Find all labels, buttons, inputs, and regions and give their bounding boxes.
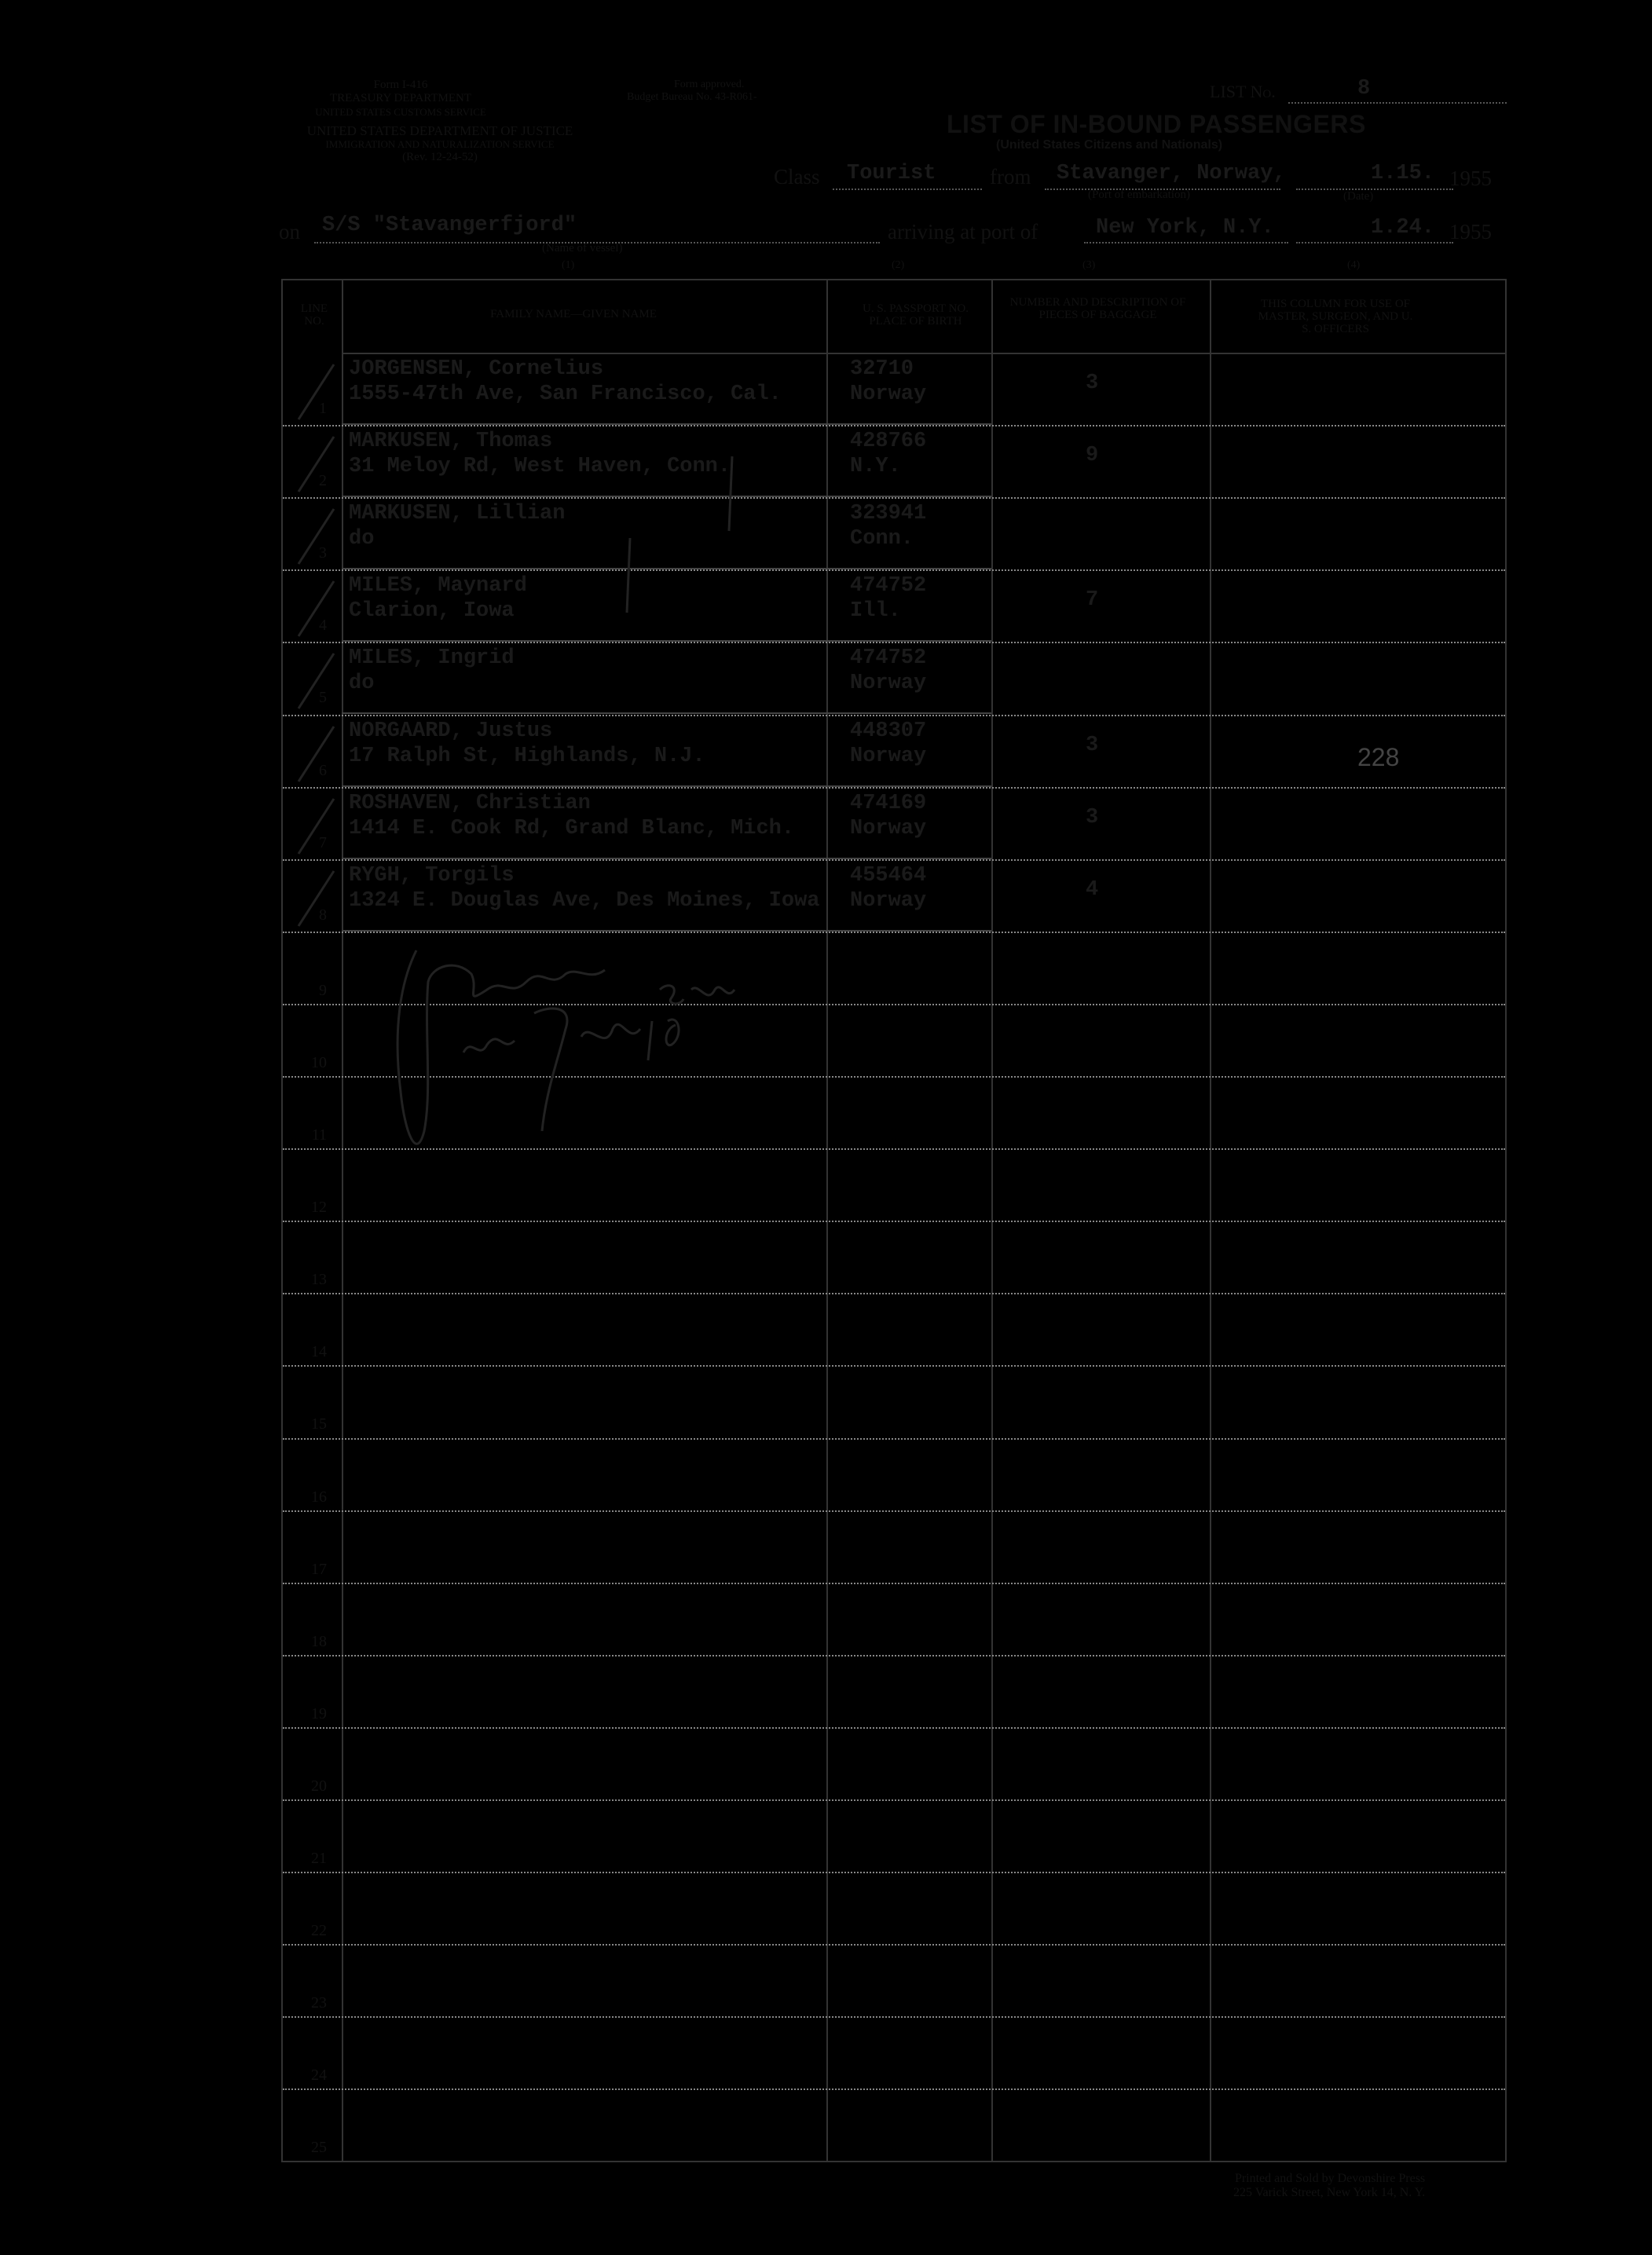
baggage-count: 3 [1086,372,1099,395]
justice-dept: UNITED STATES DEPARTMENT OF JUSTICE [306,123,573,138]
vessel-name: S/S "Stavangerfjord" [322,214,577,237]
line-number: 22 [311,1922,327,1940]
line-number: 18 [311,1632,327,1650]
place-of-birth: N.Y. [850,455,901,479]
list-title: LIST OF IN-BOUND PASSENGERS [947,110,1366,138]
baggage-count: 4 [1086,877,1099,902]
ins-service: IMMIGRATION AND NATURALIZATION SERVICE [325,138,555,150]
binder-hole [171,1620,215,1664]
list-no-line [1288,102,1507,104]
tally-mark [621,538,636,617]
depart-year: 1955 [1449,167,1492,190]
line-number: 7 [319,833,327,851]
class-label: Class [774,165,820,189]
table-row [283,2088,1505,2161]
table-row [283,497,1505,569]
line-number: 6 [319,761,327,779]
on-label: on [279,220,300,243]
passenger-name: RYGH, Torgils [349,863,515,888]
header-passport: U. S. PASSPORT NO. PLACE OF BIRTH [863,302,969,328]
col-4-number: (4) [1347,259,1361,271]
passenger-address: 1555-47th Ave, San Francisco, Cal. [349,383,782,406]
depart-date: 1.15. [1371,162,1435,185]
table-row [283,715,1505,787]
baggage-count: 3 [1086,805,1099,829]
form-id-block [271,79,530,119]
arrival-year: 1955 [1449,220,1492,243]
col-3-number: (3) [1082,259,1096,271]
arrival-port: New York, N.Y. [1096,216,1274,240]
arriving-label: arriving at port of [888,220,1038,243]
place-of-birth: Norway [850,744,927,768]
place-of-birth: Norway [850,888,927,913]
line-number: 20 [311,1777,327,1795]
passenger-address: Clarion, Iowa [349,599,515,624]
passenger-name: MILES, Ingrid [349,646,515,671]
line-number: 23 [311,1994,327,2012]
binder-hole [171,2011,215,2055]
binder-hole [171,245,215,289]
passenger-address: 1414 E. Cook Rd, Grand Blanc, Mich. [349,816,795,840]
table-row [283,859,1505,932]
check-mark [291,723,338,785]
class-line [833,189,982,190]
revision: (Rev. 12-24-52) [402,151,478,163]
check-mark [291,361,338,423]
place-of-birth: Conn. [850,527,914,551]
binder-hole [171,1487,215,1531]
check-mark [291,505,338,568]
header-line-no: LINE NO. [300,302,328,328]
form-number: Form I-416 [373,79,428,91]
depart-date-line [1296,189,1453,190]
passenger-name: MARKUSEN, Lillian [349,502,566,526]
line-number: 14 [311,1343,327,1361]
line-number: 24 [311,2066,327,2085]
class-value: Tourist [847,162,936,185]
line-number: 2 [319,472,327,490]
printer-line-2: 225 Varick Street, New York 14, N. Y. [1233,2186,1426,2199]
col-2-number: (2) [892,259,905,271]
baggage-count: 3 [1086,733,1099,757]
printer-credit [1233,2172,1425,2200]
baggage-count: 9 [1086,444,1099,468]
list-no-value: 8 [1357,77,1371,101]
passport-number: 428766 [850,430,927,454]
table-row [283,1293,1505,1365]
line-number: 19 [311,1704,327,1722]
line-number: 25 [311,2139,327,2157]
binder-hole [171,2121,215,2165]
passenger-name: NORGAARD, Justus [349,719,553,743]
passport-number: 474752 [850,646,927,671]
embark-caption: (Port of embarkation) [1088,189,1190,201]
passport-number: 323941 [850,502,927,526]
table-row [283,787,1505,859]
passenger-name: MARKUSEN, Thomas [349,430,553,454]
table-row [283,1727,1505,1799]
binder-hole [171,635,215,679]
budget-number: Budget Bureau No. 43-R061- [627,91,757,103]
line-number: 9 [319,981,327,999]
passport-number: 474752 [850,574,927,599]
table-row [283,1944,1505,2016]
line-number: 11 [311,1126,327,1144]
line-number: 12 [311,1199,327,1217]
line-number: 10 [311,1053,327,1071]
tally-mark [723,456,738,535]
line-number: 13 [311,1271,327,1289]
arrival-date: 1.24. [1371,216,1435,240]
table-row [283,1438,1505,1510]
header-officers: THIS COLUMN FOR USE OF MASTER, SURGEON, AND U. S. OFFICERS [1258,298,1413,335]
table-row [283,1872,1505,1944]
table-row [283,569,1505,642]
table-row [283,1799,1505,1872]
arrival-date-line [1296,242,1453,243]
approval-block [627,79,757,104]
col-1-number: (1) [562,259,575,271]
passport-number: 448307 [850,719,927,743]
passenger-name: ROSHAVEN, Christian [349,791,591,815]
baggage-count: 7 [1086,588,1099,613]
from-value: Stavanger, Norway, [1057,162,1286,185]
binder-hole [171,766,215,810]
passport-number: 32710 [850,357,914,381]
table-row [283,1583,1505,1655]
header-name: FAMILY NAME—GIVEN NAME [490,308,657,320]
place-of-birth: Norway [850,816,927,840]
check-mark [291,650,338,712]
justice-block [271,124,609,164]
officer-note: 228 [1357,742,1400,771]
check-mark [291,795,338,858]
table-row [283,353,1505,425]
table-row [283,642,1505,714]
table-row [283,1655,1505,1727]
line-number: 15 [311,1415,327,1433]
table-body [283,353,1505,2161]
list-subtitle: (United States Citizens and Nationals) [996,138,1223,152]
check-mark [291,577,338,640]
line-number: 16 [311,1488,327,1506]
line-number: 3 [319,544,327,562]
list-no-label: LIST No. [1210,82,1276,101]
table-row [283,1365,1505,1437]
passenger-address: 1324 E. Douglas Ave, Des Moines, Iowa [349,888,820,913]
line-number: 1 [319,400,327,417]
vessel-caption: (Name of vessel) [542,242,623,254]
passenger-address: 17 Ralph St, Highlands, N.J. [349,744,705,768]
line-number: 8 [319,906,327,924]
binder-hole [171,1964,215,2008]
table-row [283,1510,1505,1583]
handwritten-signature [369,935,778,1170]
line-number: 5 [319,689,327,707]
place-of-birth: Ill. [850,599,901,624]
passport-number: 455464 [850,863,927,888]
passenger-address: do [349,672,375,696]
date-caption: (Date) [1343,190,1374,203]
place-of-birth: Norway [850,383,927,406]
check-mark [291,867,338,930]
treasury-dept: TREASURY DEPARTMENT [329,92,472,104]
form-approved: Form approved. [674,79,745,90]
passenger-name: JORGENSEN, Cornelius [349,357,604,381]
header-baggage: NUMBER AND DESCRIPTION OF PIECES OF BAGGAGE [1009,296,1186,321]
from-label: from [990,165,1031,189]
customs-service: UNITED STATES CUSTOMS SERVICE [315,106,486,118]
line-number: 4 [319,617,327,635]
passenger-address: 31 Meloy Rd, West Haven, Conn. [349,455,731,479]
check-mark [291,433,338,496]
binder-hole [171,395,215,439]
binder-hole [171,1107,215,1151]
binder-hole [171,114,215,158]
passenger-address: do [349,527,375,551]
table-row [283,1221,1505,1293]
place-of-birth: Norway [850,672,927,696]
line-number: 17 [311,1560,327,1578]
table-row [283,425,1505,497]
passenger-table [281,279,1507,2162]
passenger-name: MILES, Maynard [349,574,527,599]
table-row [283,2016,1505,2088]
printer-line-1: Printed and Sold by Devonshire Press [1234,2172,1426,2185]
line-number: 21 [311,1850,327,1867]
arrival-port-line [1084,242,1288,243]
passport-number: 474169 [850,791,927,815]
